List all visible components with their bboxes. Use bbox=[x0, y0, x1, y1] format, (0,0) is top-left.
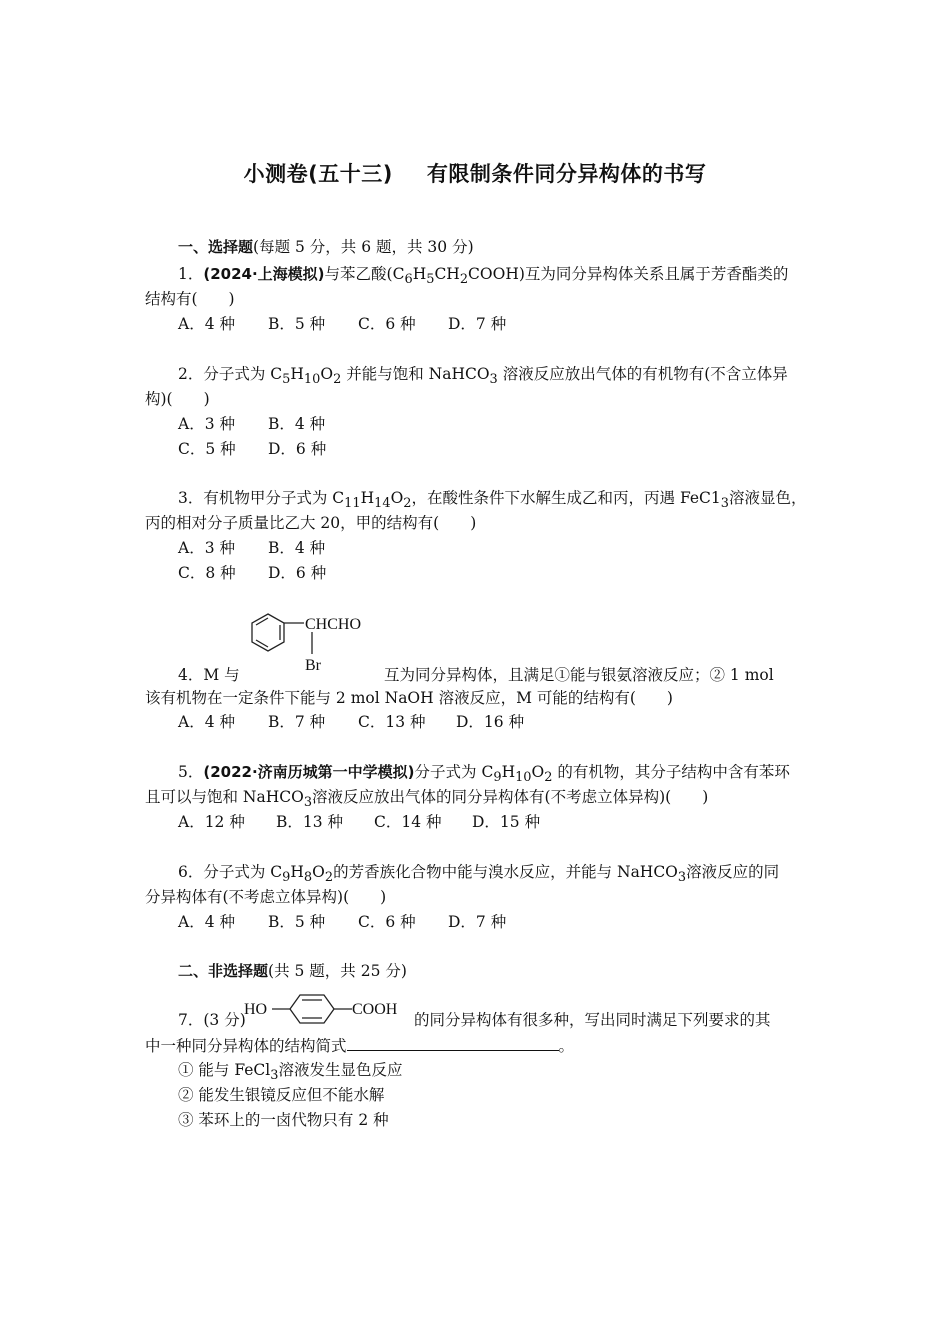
q4-line1-left: 4．M 与 bbox=[178, 666, 240, 684]
q7-structure-diagram bbox=[242, 990, 417, 1030]
q2-options-row1 bbox=[178, 414, 325, 434]
q4-options bbox=[178, 712, 524, 732]
q6-line2: 分异构体有(不考虑立体异构)( ) bbox=[145, 888, 387, 906]
q7-line2: 中一种同分异构体的结构简式 。 bbox=[145, 1037, 575, 1055]
q6-option-c[interactable]: C．6 种 bbox=[358, 913, 416, 931]
q5-option-a[interactable]: A．12 种 bbox=[178, 813, 245, 831]
q6-option-a[interactable]: A．4 种 bbox=[178, 913, 235, 931]
q3-options-row1 bbox=[178, 538, 325, 558]
q7-struct-right: COOH bbox=[352, 1001, 398, 1018]
page-title bbox=[0, 158, 950, 188]
q6-option-d[interactable]: D．7 种 bbox=[448, 913, 507, 931]
benzene-ring bbox=[252, 614, 284, 651]
q1-option-a[interactable]: A．4 种 bbox=[178, 315, 235, 333]
q4-struct-sub: Br bbox=[305, 657, 321, 674]
q7-line1: 的同分异构体有很多种，写出同时满足下列要求的其 bbox=[414, 1011, 771, 1029]
q1-options bbox=[178, 314, 506, 334]
q6-options bbox=[178, 912, 506, 932]
q7-struct-left: HO bbox=[244, 1001, 268, 1018]
section1-heading: 一、选择题(每题 5 分，共 6 题，共 30 分) bbox=[178, 238, 474, 256]
q4-option-a[interactable]: A．4 种 bbox=[178, 713, 235, 731]
q2-line1: 2．分子式为 $C_5H_{10}O_2$ 并能与饱和 NaHCO$_3$ 溶液反应放出气体的有机物有(不含立体异 bbox=[178, 365, 788, 388]
q3-line1: 3．有机物甲分子式为 $C_{11}H_{14}O_2$，在酸性条件下水解生成乙和丙，丙遇 $FeC1_3$溶液显色， bbox=[178, 489, 807, 512]
q3-option-b[interactable]: B．4 种 bbox=[268, 539, 326, 557]
q4-structure-diagram bbox=[246, 610, 386, 674]
q1-line2: 结构有( ) bbox=[145, 290, 235, 308]
q5-options bbox=[178, 812, 540, 832]
q3-option-a[interactable]: A．3 种 bbox=[178, 539, 235, 557]
q2-line2: 构)( ) bbox=[145, 390, 210, 408]
q7-requirement-3: ③ 苯环上的一卤代物只有 2 种 bbox=[178, 1111, 389, 1129]
answer-blank[interactable] bbox=[347, 1035, 559, 1051]
q1-option-b[interactable]: B．5 种 bbox=[268, 315, 326, 333]
q5-option-b[interactable]: B．13 种 bbox=[276, 813, 344, 831]
q6-line1: 6．分子式为 $C_9H_8O_2$的芳香族化合物中能与溴水反应，并能与 NaHCO$_3$溶液反应的同 bbox=[178, 863, 780, 886]
q5-line2: 且可以与饱和 NaHCO$_3$溶液反应放出气体的同分异构体有(不考虑立体异构)( ) bbox=[145, 788, 709, 811]
title-main: 小测卷(五十三) bbox=[243, 162, 393, 186]
q4-option-b[interactable]: B．7 种 bbox=[268, 713, 326, 731]
q2-option-a[interactable]: A．3 种 bbox=[178, 415, 235, 433]
q4-struct-top: CHCHO bbox=[305, 616, 362, 633]
q5-option-d[interactable]: D．15 种 bbox=[472, 813, 541, 831]
q2-option-d[interactable]: D．6 种 bbox=[268, 440, 327, 458]
q7-requirement-1: ① 能与 FeCl$_3$溶液发生显色反应 bbox=[178, 1061, 403, 1084]
q3-option-d[interactable]: D．6 种 bbox=[268, 564, 327, 582]
q1-option-d[interactable]: D．7 种 bbox=[448, 315, 507, 333]
title-sub: 有限制条件同分异构体的书写 bbox=[426, 162, 707, 186]
q3-line2: 丙的相对分子质量比乙大 20，甲的结构有( ) bbox=[145, 514, 477, 532]
q1-option-c[interactable]: C．6 种 bbox=[358, 315, 416, 333]
benzene-ring bbox=[290, 995, 334, 1023]
q5-option-c[interactable]: C．14 种 bbox=[374, 813, 442, 831]
q4-option-c[interactable]: C．13 种 bbox=[358, 713, 426, 731]
q3-options-row2 bbox=[178, 563, 326, 583]
q2-option-c[interactable]: C．5 种 bbox=[178, 440, 236, 458]
q6-option-b[interactable]: B．5 种 bbox=[268, 913, 326, 931]
q2-options-row2 bbox=[178, 439, 326, 459]
q4-line1-right: 互为同分异构体，且满足①能与银氨溶液反应；② 1 mol bbox=[384, 666, 774, 684]
q4-option-d[interactable]: D．16 种 bbox=[456, 713, 525, 731]
q3-option-c[interactable]: C．8 种 bbox=[178, 564, 236, 582]
q1-line1: 1．(2024·上海模拟)与苯乙酸$(C_6H_5CH_2COOH)$互为同分异构体关系且属于芳香酯类的 bbox=[178, 265, 789, 288]
q4-line2: 该有机物在一定条件下能与 2 mol NaOH 溶液反应，M 可能的结构有( ) bbox=[145, 689, 673, 707]
q2-option-b[interactable]: B．4 种 bbox=[268, 415, 326, 433]
q5-line1: 5．(2022·济南历城第一中学模拟)分子式为 $C_9H_{10}O_2$ 的有机物，其分子结构中含有苯环 bbox=[178, 763, 790, 786]
q7-requirement-2: ② 能发生银镜反应但不能水解 bbox=[178, 1086, 385, 1104]
section2-heading: 二、非选择题(共 5 题，共 25 分) bbox=[178, 962, 407, 980]
q7-number: 7．(3 分) bbox=[178, 1011, 246, 1029]
